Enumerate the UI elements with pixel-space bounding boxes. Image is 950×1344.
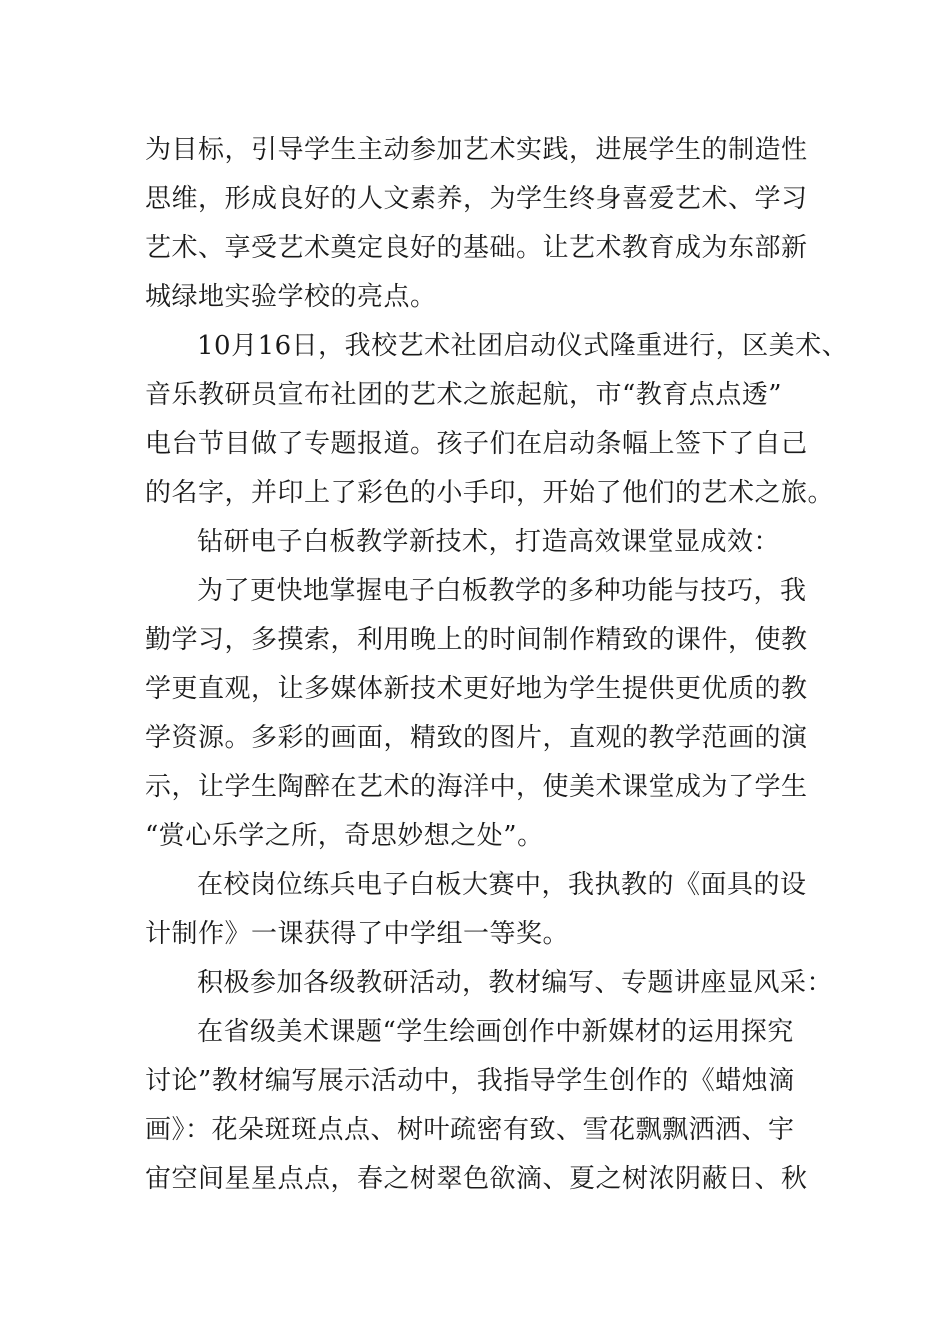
text-line: 画》：花朵斑斑点点、树叶疏密有致、雪花飘飘洒洒、宇: [145, 1115, 795, 1145]
text-line: 思维，形成良好的人文素养，为学生终身喜爱艺术、学习: [145, 184, 808, 214]
document-body: [145, 126, 849, 1204]
text-line: 学资源。多彩的画面，精致的图片，直观的教学范画的演: [145, 723, 808, 753]
paragraph-first-line: 在省级美术课题“学生绘画创作中新媒材的运用探究: [197, 1017, 794, 1047]
paragraph-first-line: 10月16日，我校艺术社团启动仪式隆重进行，区美术、: [197, 331, 849, 361]
text-line: 学更直观，让多媒体新技术更好地为学生提供更优质的教: [145, 674, 808, 704]
text-line: 示，让学生陶醉在艺术的海洋中，使美术课堂成为了学生: [145, 772, 808, 802]
text-line: 宙空间星星点点，春之树翠色欲滴、夏之树浓阴蔽日、秋: [145, 1164, 808, 1194]
text-line: 勤学习，多摸索，利用晚上的时间制作精致的课件，使教: [145, 625, 808, 655]
section-heading: 积极参加各级教研活动，教材编写、专题讲座显风采：: [197, 968, 834, 998]
paragraph-first-line: 在校岗位练兵电子白板大赛中，我执教的《面具的设: [197, 870, 807, 900]
text-line: 为目标，引导学生主动参加艺术实践，进展学生的制造性: [145, 135, 808, 165]
paragraph-first-line: 为了更快地掌握电子白板教学的多种功能与技巧，我: [197, 576, 807, 606]
text-line: 讨论”教材编写展示活动中，我指导学生创作的《蜡烛滴: [145, 1066, 795, 1096]
text-line: 的名字，并印上了彩色的小手印，开始了他们的艺术之旅。: [145, 478, 835, 508]
text-line: 电台节目做了专题报道。孩子们在启动条幅上签下了自己: [145, 429, 808, 459]
text-line: 音乐教研员宣布社团的艺术之旅起航，市“教育点点透”: [145, 380, 783, 410]
text-line: 城绿地实验学校的亮点。: [145, 282, 437, 312]
text-line: 计制作》一课获得了中学组一等奖。: [145, 919, 570, 949]
text-line: 艺术、享受艺术奠定良好的基础。让艺术教育成为东部新: [145, 233, 808, 263]
text-line: “赏心乐学之所，奇思妙想之处”。: [145, 821, 544, 851]
section-heading: 钻研电子白板教学新技术，打造高效课堂显成效：: [197, 527, 781, 557]
